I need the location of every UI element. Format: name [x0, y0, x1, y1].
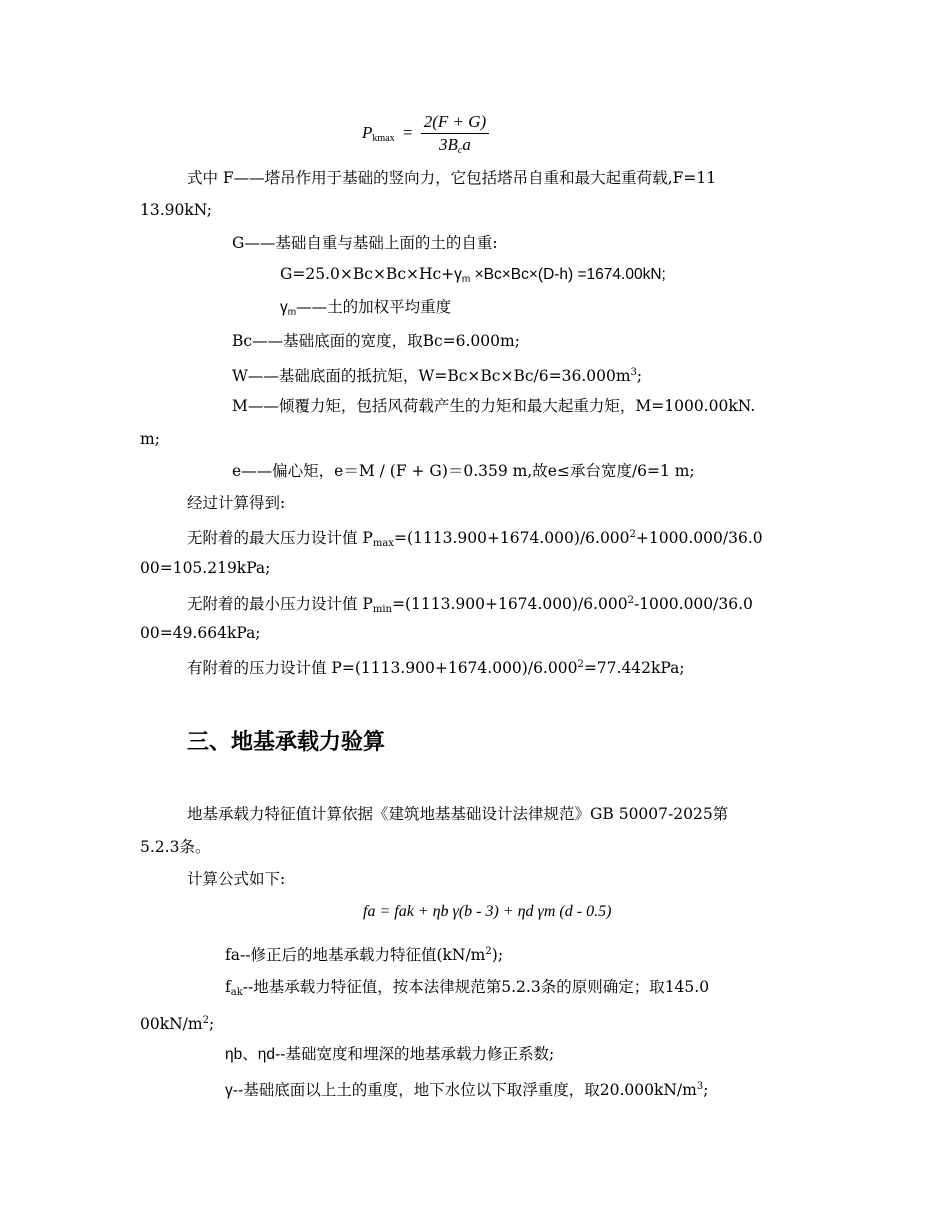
- g-formula: $G=25.0\times Bc\times Bc\times Hc+\gamma_m \times Bc\times Bc\times(D-h) =1674.00kN$;: [280, 265, 666, 285]
- section3-heading: 三、地基承载力验算: [187, 730, 386, 755]
- f-definition-line2: 13.90kN;: [140, 201, 212, 219]
- fa-definition: fa--修正后的地基承载力特征值$(kN/m^2)$;: [225, 946, 504, 964]
- pmax-line1: 无附着的最大压力设计值 $P_{max}=(1113.900+1674.000)/6.000^2+1000.000/36.0$: [187, 529, 763, 549]
- gamma-m-definition: $\gamma_m——$土的加权平均重度: [280, 298, 452, 318]
- fak-definition-line1: $f_{ak}--$地基承载力特征值，按本法律规范第5.2.3条的原则确定；取145.0: [225, 978, 710, 998]
- formula-intro: 计算公式如下:: [187, 870, 286, 888]
- calc-intro: 经过计算得到:: [187, 494, 286, 512]
- basis-line1: 地基承载力特征值计算依据《建筑地基基础设计法律规范》GB 50007-2025第: [187, 805, 729, 823]
- pkmax-numerator: 2(F + G): [421, 112, 489, 134]
- gamma-definition: γ--基础底面以上土的重度，地下水位以下取浮重度，取$20.000kN/m^3$;: [225, 1081, 709, 1099]
- pmin-line2: 00=49.664kPa;: [140, 624, 261, 642]
- e-definition: e——偏心矩，e＝M / (F + G)＝0.359 m,故e≤承台宽度/6=1 m;: [232, 462, 695, 480]
- f-definition-line1: 式中 F——塔吊作用于基础的竖向力，它包括塔吊自重和最大起重荷载,F=11: [187, 169, 717, 187]
- pmin-line1: 无附着的最小压力设计值 $P_{min}=(1113.900+1674.000)/6.000^2-1000.000/36.0$: [187, 595, 753, 615]
- fak-definition-line2: $00kN/m^2$;: [140, 1015, 215, 1033]
- pkmax-formula: $P_{kmax}$ = $\frac{2(F + G)}{3B_ca}$: [362, 112, 489, 156]
- p-attached-line: 有附着的压力设计值 $P=(1113.900+1674.000)/6.000^2=77.442kPa$;: [187, 659, 685, 677]
- m-definition-line1: M——倾覆力矩，包括风荷载产生的力矩和最大起重力矩，M=1000.00kN.: [232, 397, 756, 415]
- eta-definition: ηb、ηd--基础宽度和埋深的地基承载力修正系数;: [225, 1045, 555, 1063]
- basis-line2: 5.2.3条。: [140, 838, 211, 856]
- bc-definition: Bc——基础底面的宽度，取Bc=6.000m;: [232, 332, 520, 350]
- m-definition-line2: m;: [140, 430, 160, 448]
- pkmax-denominator: $3B_ca$: [439, 135, 471, 156]
- g-definition: G——基础自重与基础上面的土的自重:: [232, 234, 498, 252]
- fa-formula: fa = fak + ηb γ(b - 3) + ηd γm (d - 0.5): [363, 903, 612, 920]
- pkmax-lhs: $P_{kmax}$: [362, 122, 395, 144]
- pkmax-fraction: [421, 112, 489, 156]
- w-definition: W——基础底面的抵抗矩，$W=Bc\times Bc\times Bc/6=36.000m^3$;: [232, 367, 643, 385]
- pmax-line2: 00=105.219kPa;: [140, 559, 271, 577]
